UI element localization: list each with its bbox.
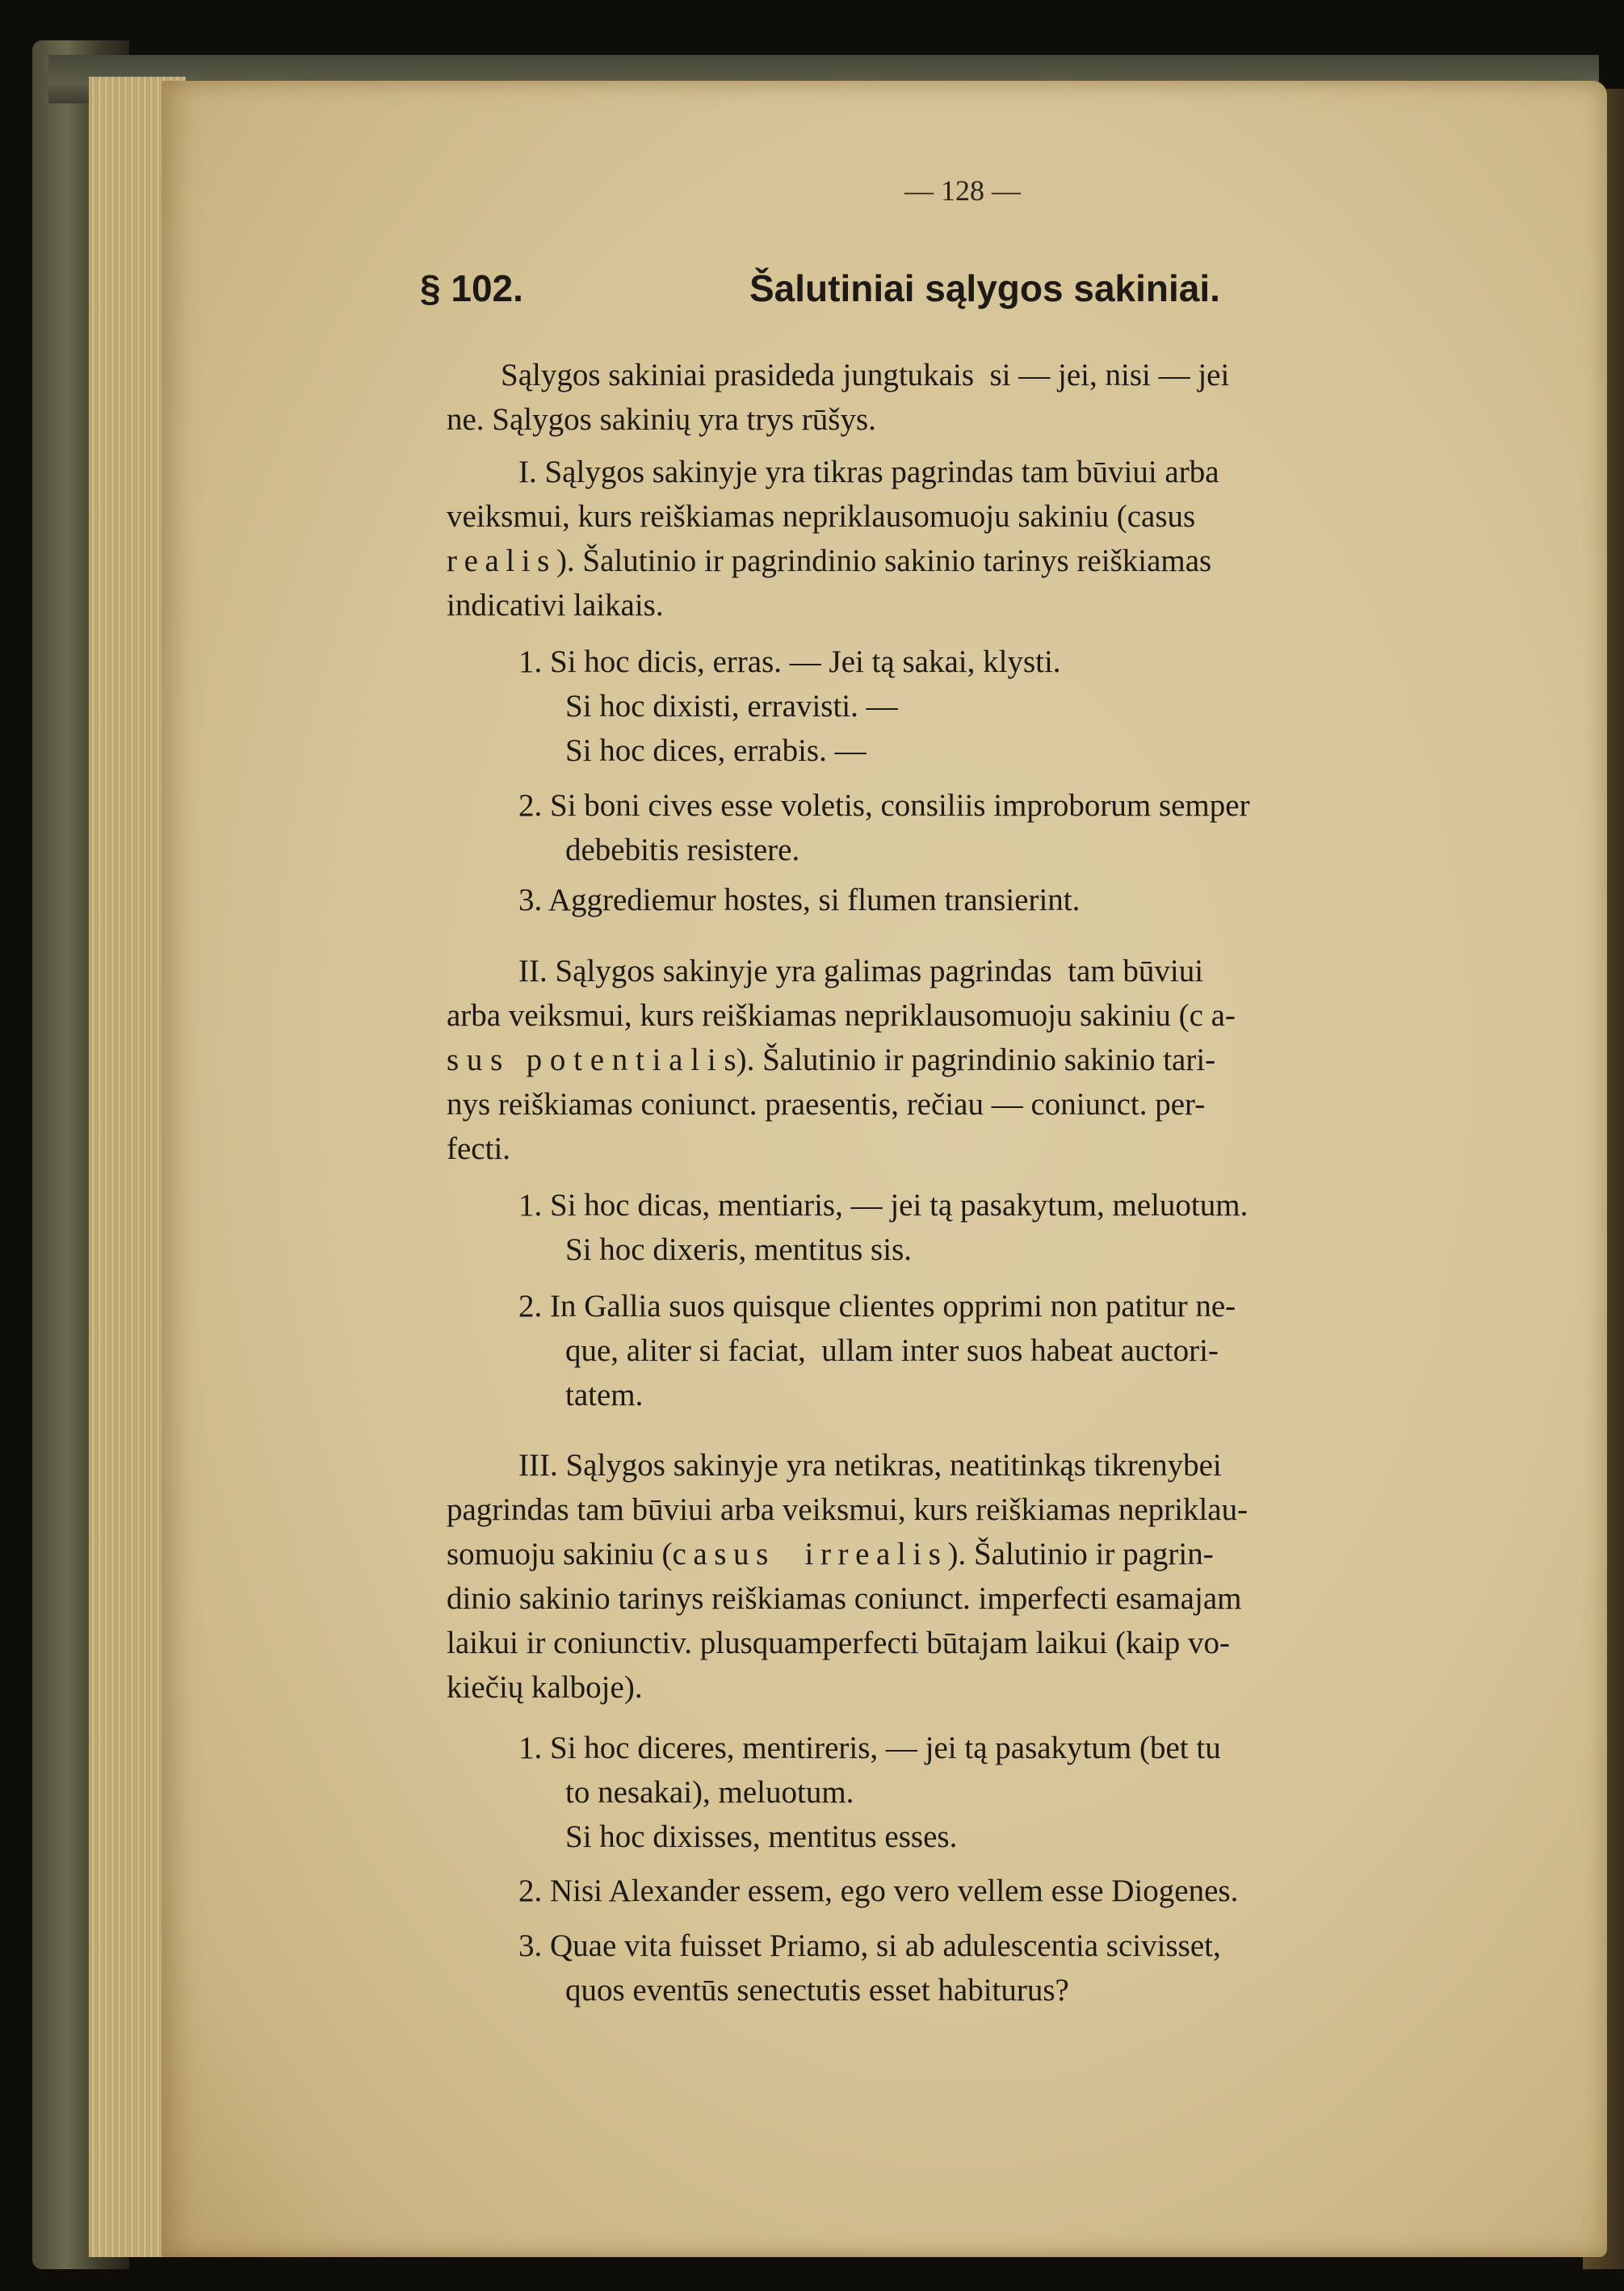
part3-line-6: kiečių kalboje). [447,1670,643,1705]
part2-line-4: nys reiškiamas coniunct. praesentis, rečiau — coniunct. per- [447,1087,1206,1122]
part3-irrealis: casus irrealis [672,1537,948,1571]
part1-line-2: veiksmui, kurs reiškiamas nepriklausomuoju sakiniu (casus [447,499,1196,534]
page-number: — 128 — [904,174,1021,207]
part1-example-2a: 2. Si boni cives esse voletis, consiliis improborum semper [518,788,1250,823]
part3-line-5: laikui ir coniunctiv. plusquamperfecti būtajam laikui (kaip vo- [447,1626,1231,1660]
part3-example-1b: to nesakai), meluotum. [565,1775,854,1810]
part2-potentialis: s u s p o t e n t i a l i s [447,1043,736,1077]
part3-line-3-start: somuoju sakiniu ( [447,1537,673,1571]
part1-example-1c: Si hoc dices, errabis. — [565,733,867,768]
part2-example-1b: Si hoc dixeris, mentitus sis. [565,1232,912,1267]
part2-example-2b: que, aliter si faciat, ullam inter suos habeat auctori- [565,1333,1219,1368]
part3-example-1c: Si hoc dixisses, mentitus esses. [565,1819,958,1854]
part1-example-2b: debebitis resistere. [565,833,800,867]
part2-example-2c: tatem. [565,1378,644,1412]
intro-line-1: Sąlygos sakiniai prasideda jungtukais si — jei, nisi — jei [501,358,1230,392]
part1-line-1: I. Sąlygos sakinyje yra tikras pagrindas tam būviui arba [518,455,1219,489]
part3-line-4: dinio sakinio tarinys reiškiamas coniunct. imperfecti esamajam [447,1581,1242,1616]
part3-example-3b: quos eventūs senectutis esset habiturus? [565,1973,1069,2008]
part2-line-1: II. Sąlygos sakinyje yra galimas pagrindas tam būviui [518,954,1204,988]
section-number: § 102. [420,267,523,309]
part3-example-3a: 3. Quae vita fuisset Priamo, si ab adulescentia scivisset, [518,1928,1221,1963]
part2-line-3-rest: ). Šalutinio ir pagrindinio sakinio tari- [736,1043,1216,1077]
part1-line-4: indicativi laikais. [447,588,664,623]
part1-line-3 [447,545,1211,577]
part2-example-2a: 2. In Gallia suos quisque clientes opprimi non patitur ne- [518,1289,1236,1324]
part3-example-1a: 1. Si hoc diceres, mentireris, — jei tą pasakytum (bet tu [518,1731,1221,1765]
part1-realis: realis [447,543,556,578]
part2-line-3 [447,1044,1215,1076]
part3-line-3 [447,1538,1214,1570]
part1-line-3-rest: ). Šalutinio ir pagrindinio sakinio tarinys reiškiamas [556,543,1212,578]
part2-line-2: arba veiksmui, kurs reiškiamas nepriklausomuoju sakiniu (c a- [447,998,1236,1033]
part3-line-1: III. Sąlygos sakinyje yra netikras, neatitinkąs tikrenybei [518,1448,1222,1483]
intro-line-2: ne. Sąlygos sakinių yra trys rūšys. [447,402,876,437]
part1-example-1b: Si hoc dixisti, erravisti. — [565,689,898,724]
part3-line-3-rest: ). Šalutinio ir pagrin- [947,1537,1214,1571]
part2-example-1a: 1. Si hoc dicas, mentiaris, — jei tą pasakytum, meluotum. [518,1188,1248,1223]
part1-example-1a: 1. Si hoc dicis, erras. — Jei tą sakai, klysti. [518,644,1061,679]
part3-line-2: pagrindas tam būviui arba veiksmui, kurs reiškiamas nepriklau- [447,1492,1248,1527]
part3-example-2: 2. Nisi Alexander essem, ego vero vellem esse Diogenes. [518,1874,1239,1908]
section-title: Šalutiniai sąlygos sakiniai. [749,267,1220,309]
part2-line-5: fecti. [447,1131,511,1166]
part1-example-3: 3. Aggrediemur hostes, si flumen transierint. [518,883,1081,917]
